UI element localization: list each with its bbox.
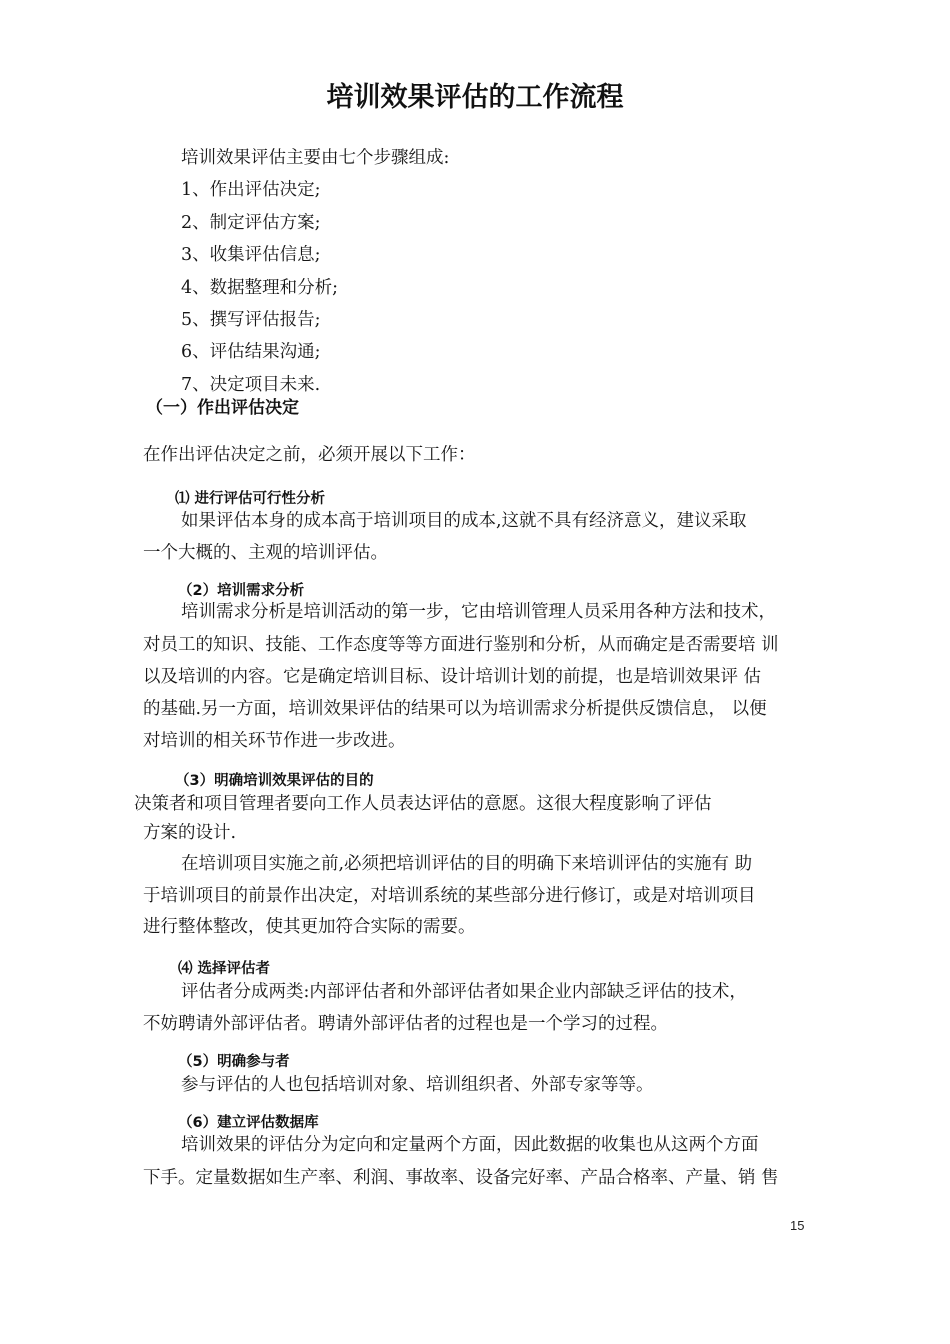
step-item: 7、决定项目未来.	[181, 375, 321, 395]
paragraph-line: 进行整体整改，使其更加符合实际的需要。	[143, 917, 476, 937]
page-number: 15	[790, 1218, 805, 1233]
paragraph-line: 以及培训的内容。它是确定培训目标、设计培训计划的前提，也是培训效果评 估	[143, 667, 762, 687]
paragraph-line: 决策者和项目管理者要向工作人员表达评估的意愿。这很大程度影响了评估	[134, 794, 712, 814]
paragraph-line: 方案的设计.	[143, 823, 237, 843]
paragraph-line: 评估者分成两类:内部评估者和外部评估者如果企业内部缺乏评估的技术，	[181, 982, 747, 1002]
paragraph-line: 不妨聘请外部评估者。聘请外部评估者的过程也是一个学习的过程。	[143, 1014, 668, 1034]
paragraph-line: 在培训项目实施之前,必须把培训评估的目的明确下来培训评估的实施有 助	[181, 854, 753, 874]
document-title: 培训效果评估的工作流程	[326, 82, 624, 113]
subsection-heading: （3）明确培训效果评估的目的	[175, 773, 374, 789]
subsection-heading: （6）建立评估数据库	[178, 1115, 319, 1131]
paragraph-line: 下手。定量数据如生产率、利润、事故率、设备完好率、产品合格率、产量、销 售	[143, 1168, 779, 1188]
paragraph-line: 培训需求分析是培训活动的第一步，它由培训管理人员采用各种方法和技术，	[181, 602, 776, 622]
step-item: 5、撰写评估报告;	[181, 310, 321, 330]
paragraph-line: 的基础.另一方面，培训效果评估的结果可以为培训需求分析提供反馈信息， 以便	[143, 699, 767, 719]
paragraph-line: 参与评估的人也包括培训对象、培训组织者、外部专家等等。	[181, 1075, 654, 1095]
step-item: 2、制定评估方案;	[181, 213, 321, 233]
step-item: 6、评估结果沟通;	[181, 342, 321, 362]
subsection-heading: （2）培训需求分析	[178, 583, 305, 599]
intro-text: 培训效果评估主要由七个步骤组成:	[181, 148, 450, 168]
step-item: 1、作出评估决定;	[181, 180, 321, 200]
subsection-heading: ⑷ 选择评估者	[178, 961, 271, 977]
subsection-heading: ⑴ 进行评估可行性分析	[175, 491, 326, 507]
paragraph-line: 如果评估本身的成本高于培训项目的成本,这就不具有经济意义，建议采取	[181, 511, 747, 531]
subsection-heading: （5）明确参与者	[178, 1054, 290, 1070]
paragraph-line: 对培训的相关环节作进一步改进。	[143, 731, 406, 751]
paragraph-line: 于培训项目的前景作出决定，对培训系统的某些部分进行修订，或是对培训项目	[143, 886, 756, 906]
paragraph-line: 一个大概的、主观的培训评估。	[143, 543, 388, 563]
section-heading: （一）作出评估决定	[146, 398, 299, 418]
paragraph-line: 对员工的知识、技能、工作态度等等方面进行鉴别和分析，从而确定是否需要培 训	[143, 635, 779, 655]
section-lead: 在作出评估决定之前，必须开展以下工作：	[143, 445, 476, 465]
step-item: 3、收集评估信息;	[181, 245, 321, 265]
step-item: 4、数据整理和分析;	[181, 278, 339, 298]
paragraph-line: 培训效果的评估分为定向和定量两个方面，因此数据的收集也从这两个方面	[181, 1135, 759, 1155]
